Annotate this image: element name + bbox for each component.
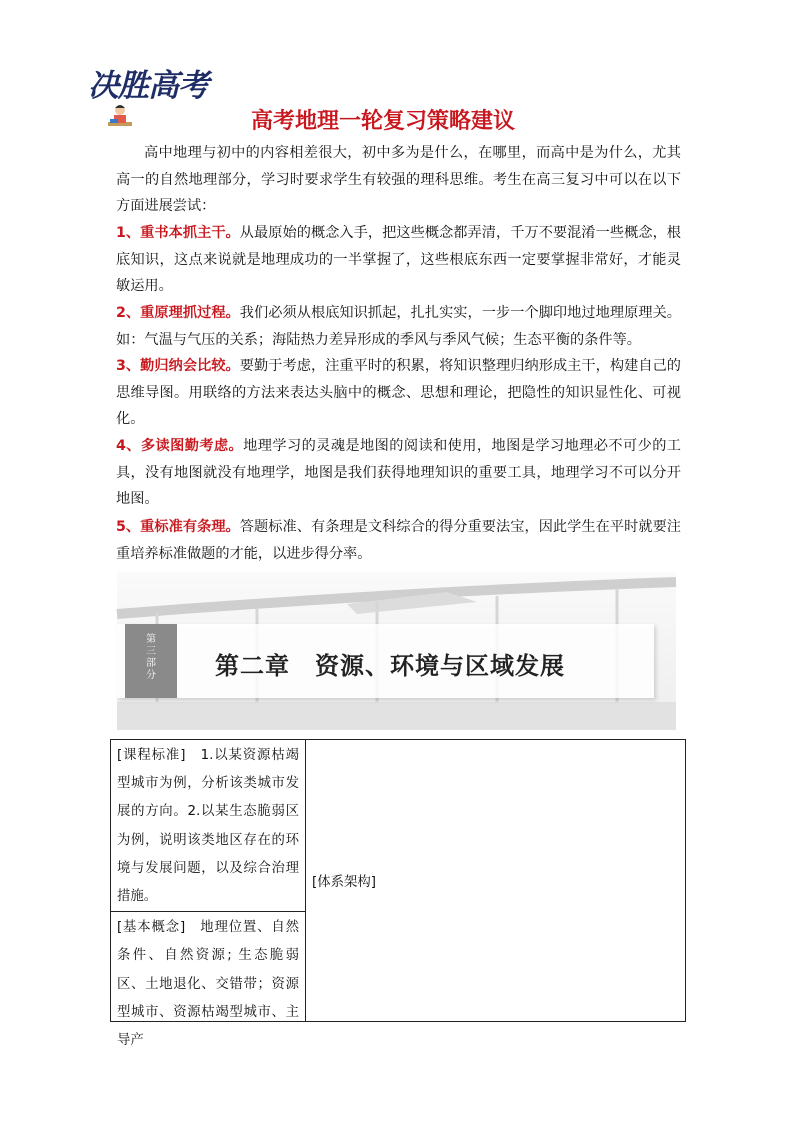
tip-body: 从最原始的概念入手，把这些概念都弄清，千万不要混淆一些概念，根底知识，这点来说就是地理成功的一半掌握了，这些根底东西一定要掌握非常好，才能灵敏运用。 <box>116 225 681 295</box>
part-tag-char: 三 <box>146 646 156 657</box>
part-tag <box>125 624 177 698</box>
chapter-title: 第二章 资源、环境与区域发展 <box>215 652 565 680</box>
tip-head: 1、重书本抓主干。 <box>116 225 240 241</box>
tip-item-2 <box>116 300 681 353</box>
page-title: 高考地理一轮复习策略建议 <box>251 109 516 134</box>
framework-cell <box>306 740 686 1022</box>
standard-cell <box>111 740 306 912</box>
part-tag-char: 第 <box>146 634 156 645</box>
concepts-cell <box>111 912 306 1049</box>
tip-head: 5、重标准有条理。 <box>116 519 240 535</box>
tip-body: 地理学习的灵魂是地图的阅读和使用，地图是学习地理必不可少的工具，没有地图就没有地理学，地图是我们获得地理知识的重要工具，地理学习不可以分开地图。 <box>116 438 681 508</box>
tip-head: 3、勤归纳会比较。 <box>116 358 240 374</box>
tip-item-3 <box>116 353 681 433</box>
tip-head: 2、重原理抓过程。 <box>116 305 240 321</box>
tip-body: 我们必须从根底知识抓起，扎扎实实，一步一个脚印地过地理原理关。如：气温与气压的关系；海陆热力差异形成的季风与季风气候；生态平衡的条件等。 <box>116 305 681 348</box>
tip-item-4 <box>116 433 681 513</box>
standard-text: [课程标准] 1.以某资源枯竭型城市为例，分析该类城市发展的方向。2.以某生态脆弱区为例，说明该类地区存在的环境与发展问题，以及综合治理措施。 <box>117 748 299 905</box>
tip-item-1 <box>116 220 681 300</box>
student-figure-icon <box>106 102 134 132</box>
tip-item-5 <box>116 514 681 567</box>
concepts-text: [基本概念] 地理位置、自然条件、自然资源; 生态脆弱区、土地退化、交错带；资源型城市、资源枯竭型城市、主导产 <box>117 920 299 1049</box>
part-tag-char: 分 <box>146 670 156 681</box>
logo <box>88 60 218 140</box>
tip-body: 要勤于考虑，注重平时的积累，将知识整理归纳形成主干，构建自己的思维导图。用联络的方法来表达头脑中的概念、思想和理论，把隐性的知识显性化、可视化。 <box>116 358 681 428</box>
chapter-banner <box>117 572 676 730</box>
framework-label: [体系架构] <box>312 875 377 891</box>
outline-table <box>110 739 686 1049</box>
tip-body: 答题标准、有条理是文科综合的得分重要法宝，因此学生在平时就要注重培养标准做题的才能，以进步得分率。 <box>116 519 681 562</box>
tip-head: 4、多读图勤考虑。 <box>116 438 244 454</box>
intro-paragraph: 高中地理与初中的内容相差很大，初中多为是什么，在哪里，而高中是为什么，尤其高一的自然地理部分，学习时要求学生有较强的理科思维。考生在高三复习中可以在以下方面进展尝试： <box>116 145 681 215</box>
part-tag-char: 部 <box>146 658 156 669</box>
logo-text: 决胜高考 <box>88 68 208 104</box>
